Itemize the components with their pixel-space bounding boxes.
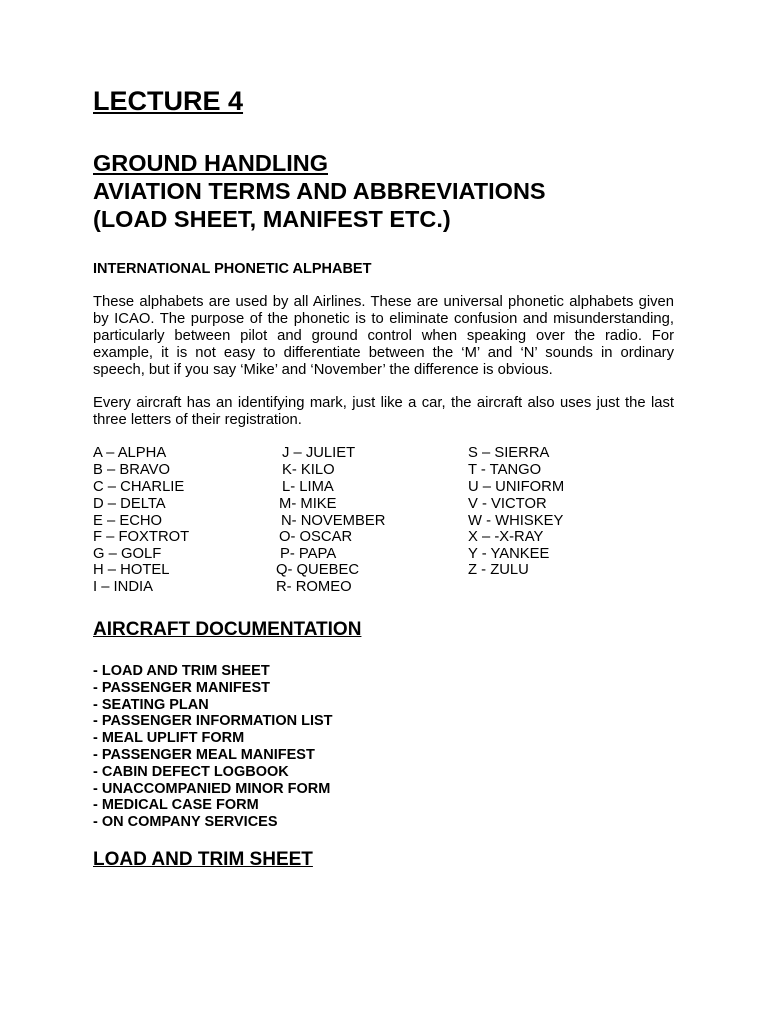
alphabet-entry: J – JULIET [282, 445, 356, 461]
list-item: - LOAD AND TRIM SHEET [93, 663, 270, 679]
list-item: - PASSENGER INFORMATION LIST [93, 713, 333, 730]
alphabet-entry: U – UNIFORM [468, 479, 565, 495]
list-item: - ON COMPANY SERVICES [93, 814, 278, 831]
aircraft-mark-paragraph: Every aircraft has an identifying mark, just like a car, the aircraft also uses just the last three letters of their registration. [93, 395, 674, 428]
alphabet-entry: Q- QUEBEC [276, 562, 360, 578]
alphabet-entry: S – SIERRA [468, 445, 550, 461]
heading-ground-handling: GROUND HANDLING [93, 150, 328, 176]
alphabet-entry: D – DELTA [93, 496, 166, 512]
alphabet-entry: O- OSCAR [279, 529, 353, 545]
alphabet-entry: I – INDIA [93, 579, 154, 595]
alphabet-entry: K- KILO [282, 462, 335, 478]
list-item: - CABIN DEFECT LOGBOOK [93, 763, 289, 780]
lecture-title: LECTURE 4 [93, 86, 244, 116]
list-item: - MEDICAL CASE FORM [93, 797, 259, 814]
aircraft-documentation-title: AIRCRAFT DOCUMENTATION [93, 619, 362, 640]
alphabet-entry: V - VICTOR [468, 496, 547, 512]
list-item: - MEAL UPLIFT FORM [93, 730, 245, 747]
alphabet-entry: N- NOVEMBER [281, 513, 386, 529]
heading-load-sheet: (LOAD SHEET, MANIFEST ETC.) [93, 206, 451, 232]
list-item: - PASSENGER MANIFEST [93, 679, 270, 696]
alphabet-entry: T - TANGO [468, 462, 542, 478]
phonetic-intro-paragraph: These alphabets are used by all Airlines. These are universal phonetic alphabets given by ICAO. The purpose of the phonetic is to eliminate confusion and misunderstanding, particularly between pilot and ground control when speaking over the radio. For example, it is not easy to differentiate between the ‘M’ and ‘N’ sounds in ordinary speech, but if you say ‘Mike’ and ‘November’ the difference is obvious. [93, 294, 674, 378]
alphabet-entry: H – HOTEL [93, 562, 170, 578]
alphabet-entry: M- MIKE [279, 496, 337, 512]
alphabet-entry: B – BRAVO [93, 462, 171, 478]
documentation-list [93, 663, 333, 831]
list-item: - SEATING PLAN [93, 696, 209, 713]
alphabet-entry: A – ALPHA [93, 445, 167, 461]
alphabet-entry: G – GOLF [93, 546, 162, 562]
list-item: - PASSENGER MEAL MANIFEST [93, 746, 315, 763]
alphabet-entry: Y - YANKEE [468, 546, 550, 562]
heading-aviation-terms: AVIATION TERMS AND ABBREVIATIONS [93, 178, 546, 204]
list-item: - UNACCOMPANIED MINOR FORM [93, 780, 331, 797]
alphabet-entry: C – CHARLIE [93, 479, 185, 495]
alphabet-entry: X – -X-RAY [468, 529, 544, 545]
alphabet-entry: E – ECHO [93, 513, 163, 529]
alphabet-entry: W - WHISKEY [468, 513, 564, 529]
alphabet-entry: P- PAPA [280, 546, 337, 562]
alphabet-entry: R- ROMEO [276, 579, 352, 595]
alphabet-entry: F – FOXTROT [93, 529, 190, 545]
alphabet-entry: Z - ZULU [468, 562, 529, 578]
alphabet-entry: L- LIMA [282, 479, 334, 495]
load-trim-sheet-title: LOAD AND TRIM SHEET [93, 849, 313, 870]
phonetic-alphabet-title: INTERNATIONAL PHONETIC ALPHABET [93, 261, 372, 277]
